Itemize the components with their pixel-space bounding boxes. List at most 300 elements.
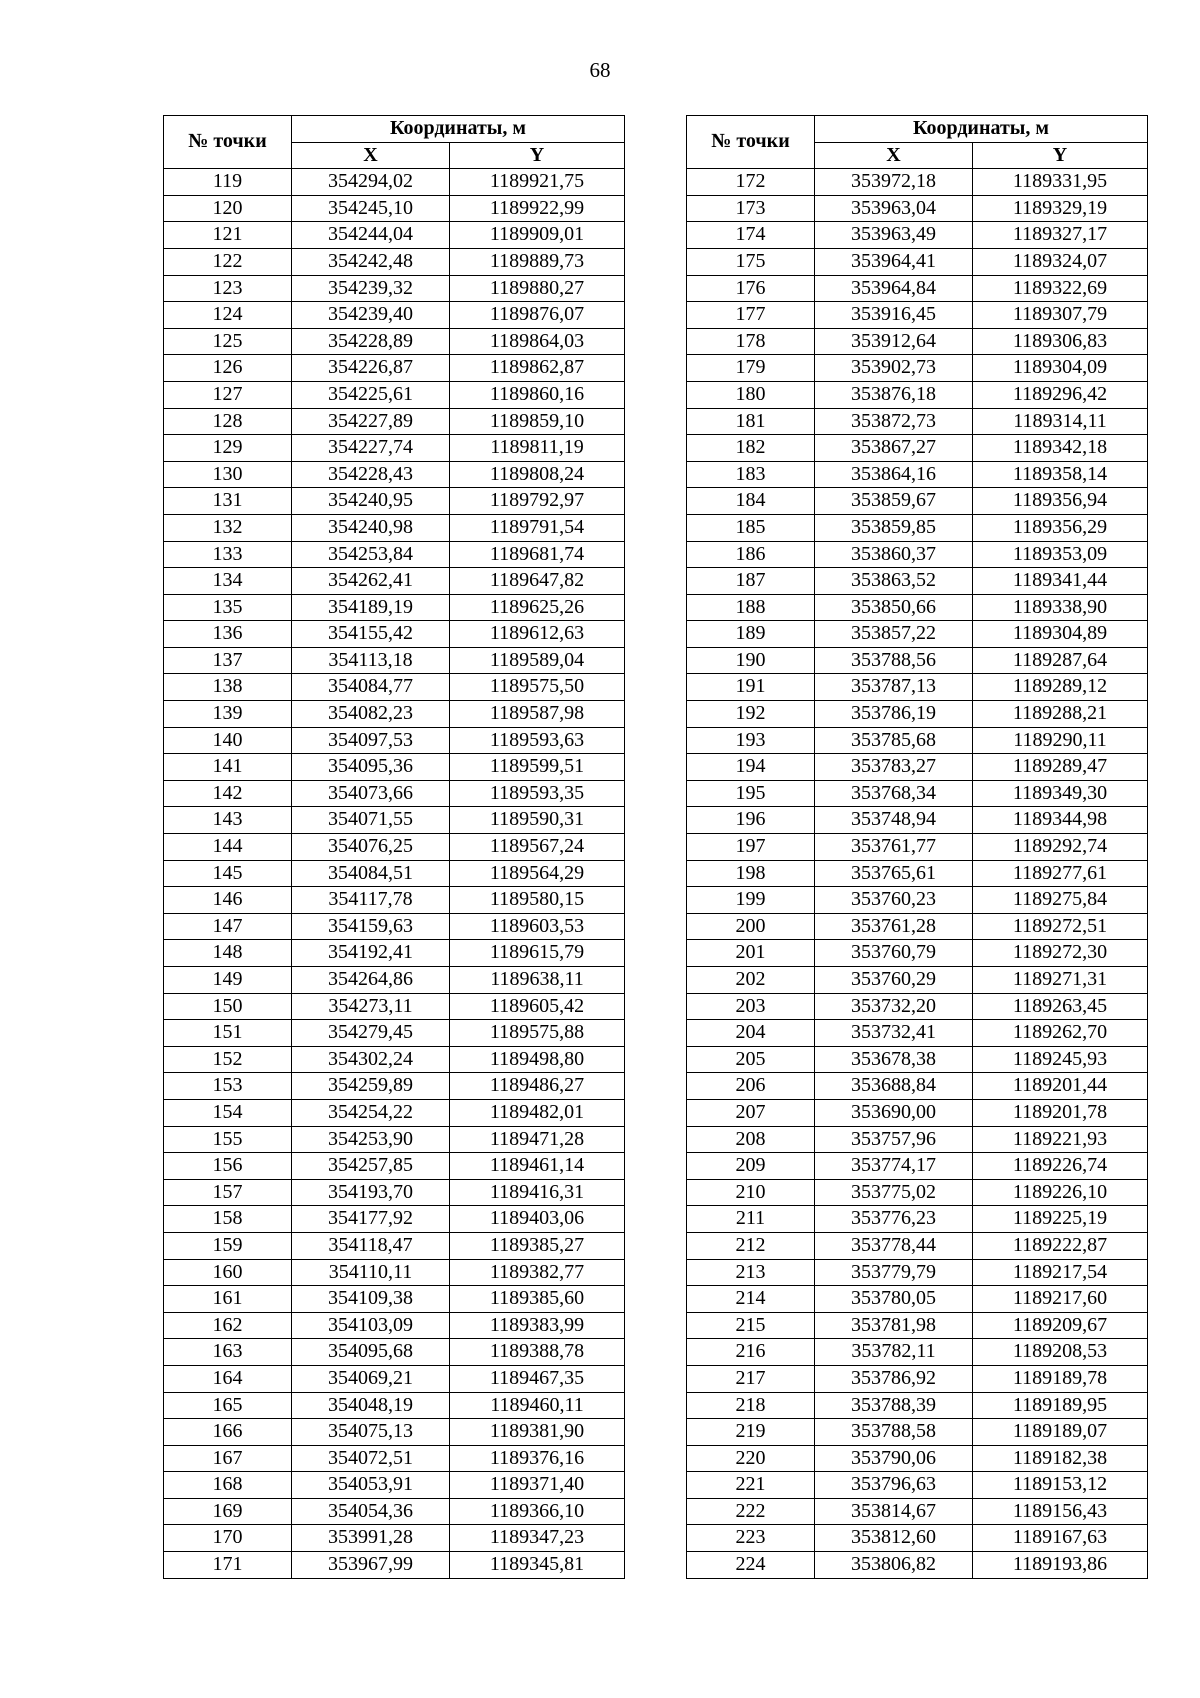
point-number-cell: 167 (164, 1445, 292, 1472)
x-coordinate-cell: 353850,66 (815, 594, 973, 621)
point-number-cell: 187 (687, 568, 815, 595)
point-number-cell: 205 (687, 1046, 815, 1073)
table-row (687, 222, 1148, 249)
x-coordinate-cell: 354264,86 (292, 967, 450, 994)
point-number-cell: 129 (164, 435, 292, 462)
x-coordinate-cell: 354073,66 (292, 780, 450, 807)
point-number-cell: 188 (687, 594, 815, 621)
point-number-cell: 135 (164, 594, 292, 621)
table-row (164, 1498, 625, 1525)
point-number-cell: 123 (164, 275, 292, 302)
point-number-header: № точки (687, 116, 815, 169)
y-coordinate-cell: 1189331,95 (973, 169, 1148, 196)
table-row (687, 754, 1148, 781)
coordinates-table-left (163, 115, 625, 1579)
table-row (164, 887, 625, 914)
x-coordinate-cell: 353916,45 (815, 302, 973, 329)
table-row (687, 1046, 1148, 1073)
table-row (687, 940, 1148, 967)
y-coordinate-cell: 1189921,75 (450, 169, 625, 196)
point-number-cell: 157 (164, 1179, 292, 1206)
y-coordinate-cell: 1189277,61 (973, 860, 1148, 887)
x-coordinate-cell: 353864,16 (815, 461, 973, 488)
y-coordinate-cell: 1189808,24 (450, 461, 625, 488)
point-number-cell: 128 (164, 408, 292, 435)
table-row (164, 1153, 625, 1180)
x-coordinate-cell: 354084,77 (292, 674, 450, 701)
y-coordinate-cell: 1189880,27 (450, 275, 625, 302)
point-number-cell: 119 (164, 169, 292, 196)
y-coordinate-cell: 1189615,79 (450, 940, 625, 967)
x-coordinate-cell: 354253,84 (292, 541, 450, 568)
x-coordinate-cell: 354302,24 (292, 1046, 450, 1073)
table-row (164, 408, 625, 435)
y-coordinate-cell: 1189467,35 (450, 1365, 625, 1392)
point-number-cell: 224 (687, 1552, 815, 1579)
table-row (687, 275, 1148, 302)
table-row (687, 1498, 1148, 1525)
y-coordinate-cell: 1189272,30 (973, 940, 1148, 967)
y-coordinate-cell: 1189327,17 (973, 222, 1148, 249)
point-number-cell: 175 (687, 248, 815, 275)
point-number-cell: 150 (164, 993, 292, 1020)
y-coordinate-cell: 1189575,88 (450, 1020, 625, 1047)
page-number: 68 (589, 58, 611, 82)
x-coordinate-cell: 354254,22 (292, 1099, 450, 1126)
y-coordinate-cell: 1189385,27 (450, 1232, 625, 1259)
x-coordinate-cell: 354071,55 (292, 807, 450, 834)
point-number-cell: 125 (164, 328, 292, 355)
point-number-cell: 142 (164, 780, 292, 807)
point-number-cell: 137 (164, 647, 292, 674)
point-number-cell: 127 (164, 381, 292, 408)
x-coordinate-cell: 353783,27 (815, 754, 973, 781)
y-coordinate-cell: 1189292,74 (973, 834, 1148, 861)
y-coordinate-cell: 1189217,54 (973, 1259, 1148, 1286)
point-number-cell: 218 (687, 1392, 815, 1419)
x-coordinate-cell: 353678,38 (815, 1046, 973, 1073)
table-row (164, 1179, 625, 1206)
table-row (687, 967, 1148, 994)
point-number-cell: 169 (164, 1498, 292, 1525)
x-coordinate-cell: 353688,84 (815, 1073, 973, 1100)
point-number-cell: 170 (164, 1525, 292, 1552)
x-coordinate-cell: 354177,92 (292, 1206, 450, 1233)
table-row (164, 302, 625, 329)
left-table-body (164, 169, 625, 1578)
table-row (687, 887, 1148, 914)
x-coordinate-cell: 353778,44 (815, 1232, 973, 1259)
point-number-cell: 196 (687, 807, 815, 834)
x-coordinate-cell: 353748,94 (815, 807, 973, 834)
point-number-cell: 199 (687, 887, 815, 914)
table-row (164, 993, 625, 1020)
point-number-cell: 184 (687, 488, 815, 515)
table-row (687, 621, 1148, 648)
x-coordinate-cell: 353760,79 (815, 940, 973, 967)
x-coordinate-cell: 353859,67 (815, 488, 973, 515)
y-coordinate-cell: 1189338,90 (973, 594, 1148, 621)
point-number-cell: 183 (687, 461, 815, 488)
point-number-cell: 153 (164, 1073, 292, 1100)
table-row (164, 807, 625, 834)
y-coordinate-cell: 1189486,27 (450, 1073, 625, 1100)
point-number-cell: 209 (687, 1153, 815, 1180)
table-row (164, 435, 625, 462)
y-coordinate-cell: 1189864,03 (450, 328, 625, 355)
x-coordinate-cell: 353786,92 (815, 1365, 973, 1392)
y-coordinate-cell: 1189290,11 (973, 727, 1148, 754)
table-row (164, 355, 625, 382)
y-coordinate-cell: 1189225,19 (973, 1206, 1148, 1233)
table-row (687, 647, 1148, 674)
point-number-cell: 190 (687, 647, 815, 674)
x-coordinate-cell: 354257,85 (292, 1153, 450, 1180)
table-row (687, 302, 1148, 329)
point-number-cell: 220 (687, 1445, 815, 1472)
table-row (164, 621, 625, 648)
point-number-cell: 136 (164, 621, 292, 648)
point-number-cell: 193 (687, 727, 815, 754)
x-coordinate-cell: 354095,68 (292, 1339, 450, 1366)
y-coordinate-cell: 1189275,84 (973, 887, 1148, 914)
x-coordinate-cell: 354294,02 (292, 169, 450, 196)
y-coordinate-cell: 1189599,51 (450, 754, 625, 781)
x-coordinate-cell: 354069,21 (292, 1365, 450, 1392)
point-number-cell: 173 (687, 195, 815, 222)
coordinates-header: Координаты, м (292, 116, 625, 143)
table-row (164, 222, 625, 249)
point-number-cell: 147 (164, 913, 292, 940)
x-coordinate-cell: 354242,48 (292, 248, 450, 275)
point-number-cell: 202 (687, 967, 815, 994)
point-number-cell: 219 (687, 1419, 815, 1446)
y-coordinate-cell: 1189342,18 (973, 435, 1148, 462)
point-number-cell: 141 (164, 754, 292, 781)
y-coordinate-cell: 1189221,93 (973, 1126, 1148, 1153)
x-coordinate-cell: 354117,78 (292, 887, 450, 914)
y-coordinate-cell: 1189209,67 (973, 1312, 1148, 1339)
point-number-cell: 207 (687, 1099, 815, 1126)
y-coordinate-cell: 1189358,14 (973, 461, 1148, 488)
y-coordinate-cell: 1189345,81 (450, 1552, 625, 1579)
x-coordinate-cell: 354072,51 (292, 1445, 450, 1472)
y-coordinate-cell: 1189289,12 (973, 674, 1148, 701)
y-coordinate-cell: 1189347,23 (450, 1525, 625, 1552)
y-coordinate-cell: 1189208,53 (973, 1339, 1148, 1366)
x-coordinate-cell: 354228,43 (292, 461, 450, 488)
x-coordinate-cell: 353991,28 (292, 1525, 450, 1552)
table-row (687, 195, 1148, 222)
table-row (687, 1286, 1148, 1313)
point-number-cell: 152 (164, 1046, 292, 1073)
y-coordinate-cell: 1189381,90 (450, 1419, 625, 1446)
x-coordinate-cell: 353780,05 (815, 1286, 973, 1313)
x-coordinate-cell: 354240,95 (292, 488, 450, 515)
table-row (687, 727, 1148, 754)
x-coordinate-cell: 353859,85 (815, 514, 973, 541)
table-row (687, 1259, 1148, 1286)
table-row (164, 488, 625, 515)
x-coordinate-cell: 353774,17 (815, 1153, 973, 1180)
x-coordinate-cell: 354259,89 (292, 1073, 450, 1100)
point-number-cell: 197 (687, 834, 815, 861)
x-coordinate-cell: 354097,53 (292, 727, 450, 754)
table-row (164, 1046, 625, 1073)
table-row (687, 1552, 1148, 1579)
y-coordinate-cell: 1189353,09 (973, 541, 1148, 568)
x-coordinate-cell: 354095,36 (292, 754, 450, 781)
y-coordinate-cell: 1189262,70 (973, 1020, 1148, 1047)
point-number-cell: 191 (687, 674, 815, 701)
x-coordinate-cell: 353787,13 (815, 674, 973, 701)
point-number-cell: 143 (164, 807, 292, 834)
y-coordinate-cell: 1189189,95 (973, 1392, 1148, 1419)
point-number-cell: 177 (687, 302, 815, 329)
table-row (687, 248, 1148, 275)
x-coordinate-cell: 353782,11 (815, 1339, 973, 1366)
y-coordinate-cell: 1189385,60 (450, 1286, 625, 1313)
table-row (164, 1472, 625, 1499)
y-coordinate-cell: 1189593,35 (450, 780, 625, 807)
y-coordinate-cell: 1189587,98 (450, 701, 625, 728)
x-coordinate-cell: 353972,18 (815, 169, 973, 196)
table-row (687, 1073, 1148, 1100)
point-number-cell: 160 (164, 1259, 292, 1286)
x-coordinate-cell: 354227,74 (292, 435, 450, 462)
point-number-cell: 194 (687, 754, 815, 781)
point-number-cell: 146 (164, 887, 292, 914)
point-number-cell: 159 (164, 1232, 292, 1259)
x-coordinate-cell: 353867,27 (815, 435, 973, 462)
x-coordinate-cell: 353963,49 (815, 222, 973, 249)
point-number-cell: 171 (164, 1552, 292, 1579)
table-row (164, 461, 625, 488)
x-coordinate-cell: 354048,19 (292, 1392, 450, 1419)
y-coordinate-cell: 1189909,01 (450, 222, 625, 249)
table-row (687, 993, 1148, 1020)
point-number-cell: 214 (687, 1286, 815, 1313)
x-coordinate-cell: 354076,25 (292, 834, 450, 861)
x-coordinate-cell: 353902,73 (815, 355, 973, 382)
y-coordinate-cell: 1189356,94 (973, 488, 1148, 515)
table-row (687, 568, 1148, 595)
y-coordinate-cell: 1189324,07 (973, 248, 1148, 275)
table-row (164, 1339, 625, 1366)
point-number-cell: 176 (687, 275, 815, 302)
x-coordinate-cell: 354239,32 (292, 275, 450, 302)
y-coordinate-cell: 1189226,10 (973, 1179, 1148, 1206)
y-coordinate-cell: 1189859,10 (450, 408, 625, 435)
x-coordinate-cell: 353788,58 (815, 1419, 973, 1446)
y-coordinate-cell: 1189272,51 (973, 913, 1148, 940)
x-coordinate-cell: 354253,90 (292, 1126, 450, 1153)
x-coordinate-cell: 353857,22 (815, 621, 973, 648)
point-number-cell: 149 (164, 967, 292, 994)
x-coordinate-cell: 353786,19 (815, 701, 973, 728)
y-coordinate-cell: 1189193,86 (973, 1552, 1148, 1579)
point-number-cell: 156 (164, 1153, 292, 1180)
y-coordinate-cell: 1189287,64 (973, 647, 1148, 674)
table-row (164, 913, 625, 940)
y-coordinate-cell: 1189189,07 (973, 1419, 1148, 1446)
point-number-cell: 134 (164, 568, 292, 595)
y-coordinate-cell: 1189344,98 (973, 807, 1148, 834)
x-coordinate-cell: 354084,51 (292, 860, 450, 887)
point-number-cell: 144 (164, 834, 292, 861)
point-number-cell: 182 (687, 435, 815, 462)
x-coordinate-cell: 353790,06 (815, 1445, 973, 1472)
table-row (687, 834, 1148, 861)
x-coordinate-cell: 353963,04 (815, 195, 973, 222)
point-number-cell: 161 (164, 1286, 292, 1313)
coordinates-header: Координаты, м (815, 116, 1148, 143)
table-row (687, 594, 1148, 621)
table-row (164, 1126, 625, 1153)
table-row (164, 514, 625, 541)
point-number-cell: 206 (687, 1073, 815, 1100)
y-coordinate-cell: 1189383,99 (450, 1312, 625, 1339)
x-coordinate-cell: 353967,99 (292, 1552, 450, 1579)
x-coordinate-cell: 354113,18 (292, 647, 450, 674)
x-coordinate-cell: 353796,63 (815, 1472, 973, 1499)
table-row (687, 514, 1148, 541)
y-coordinate-cell: 1189271,31 (973, 967, 1148, 994)
point-number-cell: 155 (164, 1126, 292, 1153)
point-number-cell: 186 (687, 541, 815, 568)
y-coordinate-cell: 1189341,44 (973, 568, 1148, 595)
table-row (687, 1206, 1148, 1233)
table-row (164, 169, 625, 196)
table-row (164, 1259, 625, 1286)
y-coordinate-cell: 1189416,31 (450, 1179, 625, 1206)
table-row (687, 1179, 1148, 1206)
y-coordinate-cell: 1189403,06 (450, 1206, 625, 1233)
table-row (164, 1020, 625, 1047)
point-number-cell: 140 (164, 727, 292, 754)
y-coordinate-cell: 1189217,60 (973, 1286, 1148, 1313)
x-coordinate-cell: 354109,38 (292, 1286, 450, 1313)
y-coordinate-cell: 1189304,09 (973, 355, 1148, 382)
point-number-cell: 154 (164, 1099, 292, 1126)
point-number-cell: 221 (687, 1472, 815, 1499)
table-row (164, 780, 625, 807)
y-coordinate-cell: 1189482,01 (450, 1099, 625, 1126)
y-coordinate-cell: 1189638,11 (450, 967, 625, 994)
y-coordinate-cell: 1189647,82 (450, 568, 625, 595)
x-coordinate-cell: 353806,82 (815, 1552, 973, 1579)
x-coordinate-cell: 354239,40 (292, 302, 450, 329)
point-number-header: № точки (164, 116, 292, 169)
x-column-header: X (292, 142, 450, 169)
y-coordinate-cell: 1189245,93 (973, 1046, 1148, 1073)
y-coordinate-cell: 1189349,30 (973, 780, 1148, 807)
y-coordinate-cell: 1189471,28 (450, 1126, 625, 1153)
point-number-cell: 179 (687, 355, 815, 382)
table-row (164, 1552, 625, 1579)
y-coordinate-cell: 1189263,45 (973, 993, 1148, 1020)
x-coordinate-cell: 353732,20 (815, 993, 973, 1020)
point-number-cell: 208 (687, 1126, 815, 1153)
y-coordinate-cell: 1189564,29 (450, 860, 625, 887)
x-column-header: X (815, 142, 973, 169)
table-row (164, 1392, 625, 1419)
x-coordinate-cell: 353765,61 (815, 860, 973, 887)
table-row (164, 1445, 625, 1472)
point-number-cell: 198 (687, 860, 815, 887)
table-row (687, 780, 1148, 807)
x-coordinate-cell: 354226,87 (292, 355, 450, 382)
point-number-cell: 130 (164, 461, 292, 488)
point-number-cell: 145 (164, 860, 292, 887)
point-number-cell: 126 (164, 355, 292, 382)
table-row (687, 435, 1148, 462)
point-number-cell: 213 (687, 1259, 815, 1286)
y-coordinate-cell: 1189590,31 (450, 807, 625, 834)
table-row (164, 940, 625, 967)
y-coordinate-cell: 1189862,87 (450, 355, 625, 382)
y-coordinate-cell: 1189593,63 (450, 727, 625, 754)
point-number-cell: 158 (164, 1206, 292, 1233)
y-coordinate-cell: 1189811,19 (450, 435, 625, 462)
x-coordinate-cell: 354075,13 (292, 1419, 450, 1446)
point-number-cell: 178 (687, 328, 815, 355)
x-coordinate-cell: 353760,29 (815, 967, 973, 994)
point-number-cell: 212 (687, 1232, 815, 1259)
x-coordinate-cell: 353775,02 (815, 1179, 973, 1206)
x-coordinate-cell: 354225,61 (292, 381, 450, 408)
point-number-cell: 201 (687, 940, 815, 967)
y-coordinate-cell: 1189226,74 (973, 1153, 1148, 1180)
table-row (164, 1419, 625, 1446)
x-coordinate-cell: 353876,18 (815, 381, 973, 408)
y-coordinate-cell: 1189153,12 (973, 1472, 1148, 1499)
point-number-cell: 122 (164, 248, 292, 275)
table-row (164, 647, 625, 674)
table-row (687, 1153, 1148, 1180)
y-coordinate-cell: 1189371,40 (450, 1472, 625, 1499)
table-row (687, 1126, 1148, 1153)
x-coordinate-cell: 353860,37 (815, 541, 973, 568)
x-coordinate-cell: 354244,04 (292, 222, 450, 249)
x-coordinate-cell: 354155,42 (292, 621, 450, 648)
table-row (687, 1339, 1148, 1366)
table-row (687, 1472, 1148, 1499)
point-number-cell: 121 (164, 222, 292, 249)
x-coordinate-cell: 354227,89 (292, 408, 450, 435)
x-coordinate-cell: 354245,10 (292, 195, 450, 222)
point-number-cell: 164 (164, 1365, 292, 1392)
x-coordinate-cell: 354193,70 (292, 1179, 450, 1206)
x-coordinate-cell: 354192,41 (292, 940, 450, 967)
y-coordinate-cell: 1189860,16 (450, 381, 625, 408)
table-row (164, 195, 625, 222)
point-number-cell: 165 (164, 1392, 292, 1419)
table-row (687, 913, 1148, 940)
x-coordinate-cell: 353776,23 (815, 1206, 973, 1233)
point-number-cell: 180 (687, 381, 815, 408)
y-coordinate-cell: 1189366,10 (450, 1498, 625, 1525)
table-row (164, 727, 625, 754)
table-row (687, 461, 1148, 488)
table-row (687, 381, 1148, 408)
y-coordinate-cell: 1189329,19 (973, 195, 1148, 222)
point-number-cell: 133 (164, 541, 292, 568)
point-number-cell: 195 (687, 780, 815, 807)
y-coordinate-cell: 1189322,69 (973, 275, 1148, 302)
y-coordinate-cell: 1189461,14 (450, 1153, 625, 1180)
table-row (164, 1525, 625, 1552)
